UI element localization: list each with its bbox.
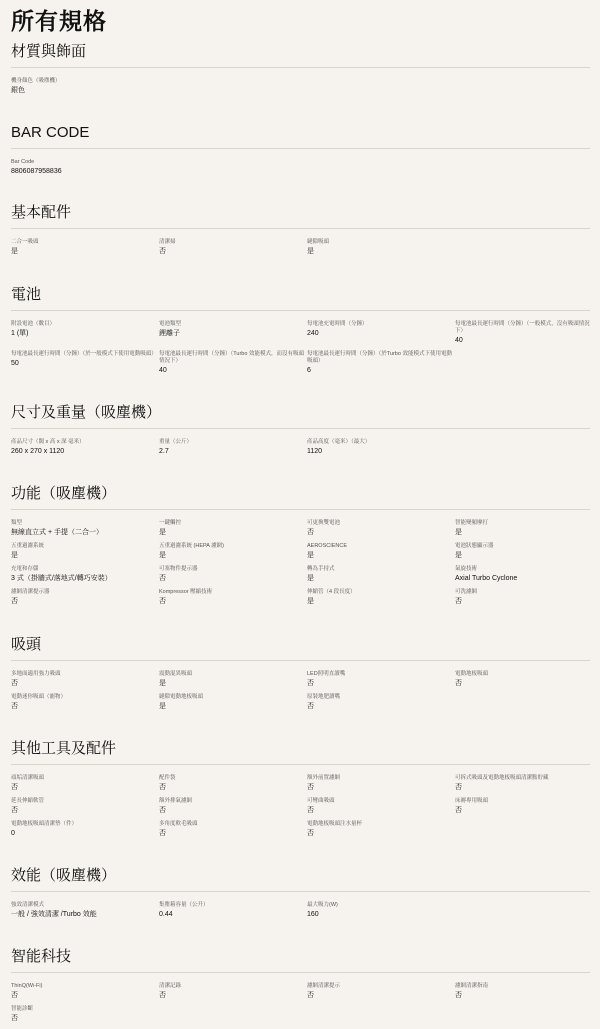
spec-value: 否 — [11, 807, 18, 814]
spec-grid — [11, 765, 590, 844]
spec-item — [159, 775, 307, 798]
spec-grid — [11, 229, 590, 262]
spec-item — [159, 589, 307, 612]
spec-item — [11, 694, 159, 717]
spec-value: 一般 / 強效清潔 /Turbo 效能 — [11, 911, 97, 918]
spec-label: 可洗濾網 — [455, 589, 478, 595]
spec-item — [159, 520, 307, 543]
spec-value: 是 — [11, 552, 18, 559]
spec-label: 電池狀態顯示器 — [455, 543, 494, 549]
spec-item — [455, 798, 590, 821]
spec-item — [307, 351, 455, 381]
spec-label: 可彎曲吸頭 — [307, 798, 335, 804]
spec-value: 否 — [159, 575, 166, 582]
spec-item — [455, 589, 590, 612]
spec-value: 否 — [455, 807, 462, 814]
spec-grid — [11, 661, 590, 717]
spec-item — [307, 520, 455, 543]
spec-label: 轉為手持式 — [307, 566, 335, 572]
spec-item — [11, 439, 159, 462]
spec-grid — [11, 429, 590, 462]
spec-item — [159, 351, 307, 381]
spec-item — [455, 983, 590, 1006]
spec-value: 0 — [11, 830, 15, 837]
spec-grid — [11, 311, 590, 381]
spec-item — [11, 798, 159, 821]
spec-grid — [11, 892, 590, 925]
spec-value: 否 — [11, 992, 18, 999]
spec-label: 機身顏色（吸塵機） — [11, 78, 61, 84]
spec-value: 50 — [11, 360, 19, 367]
spec-label: 多角度軟毛吸頭 — [159, 821, 198, 827]
spec-item — [307, 902, 455, 925]
spec-item — [11, 520, 159, 543]
spec-value: 否 — [307, 830, 314, 837]
spec-value: 1 (單) — [11, 330, 29, 337]
spec-label: 最大吸力(W) — [307, 902, 338, 908]
spec-label: 原裝地肥讀嘴 — [307, 694, 341, 700]
spec-label: 集塵箱容量（公升） — [159, 902, 209, 908]
section-title: 電池 — [11, 285, 590, 311]
spec-item — [455, 775, 590, 798]
spec-label: 額外前置濾網 — [307, 775, 341, 781]
spec-value: 否 — [11, 703, 18, 710]
spec-item — [11, 159, 159, 182]
spec-section — [11, 739, 590, 844]
spec-value: 無線直立式 + 手提（二合一） — [11, 529, 103, 536]
spec-label: 氣旋技術 — [455, 566, 478, 572]
spec-label: ThinQ(Wi-Fi) — [11, 983, 43, 989]
spec-value: 3 式（掛牆式/落地式/轉巧安裝） — [11, 575, 112, 582]
spec-value: 否 — [455, 992, 462, 999]
spec-item — [307, 694, 455, 717]
spec-item — [307, 439, 455, 462]
spec-label: 可拆式吸頭及電動地板吸頭清潔點貯藏 — [455, 775, 549, 781]
spec-label: 每電池最長運行時間（分鐘）（於Turbo 效能模式下使用電動吸頭） — [307, 351, 452, 364]
spec-value: 160 — [307, 911, 319, 918]
spec-label: Bar Code — [11, 159, 35, 165]
spec-item — [455, 321, 590, 351]
spec-item — [307, 671, 455, 694]
spec-value: 否 — [159, 248, 166, 255]
spec-value: 260 x 270 x 1120 — [11, 448, 65, 455]
spec-item — [11, 239, 159, 262]
spec-label: 二合一吸頭 — [11, 239, 39, 245]
spec-value: 是 — [159, 529, 166, 536]
spec-value: 否 — [307, 992, 314, 999]
spec-grid — [11, 973, 590, 1029]
spec-label: 充電和存儲 — [11, 566, 39, 572]
spec-value: 2.7 — [159, 448, 169, 455]
section-title: 功能（吸塵機） — [11, 484, 590, 510]
spec-value: 否 — [455, 680, 462, 687]
spec-section — [11, 403, 590, 462]
spec-section — [11, 42, 590, 101]
spec-value: 是 — [159, 552, 166, 559]
section-title: 其他工具及配件 — [11, 739, 590, 765]
spec-item — [159, 694, 307, 717]
spec-label: 延長伸縮軟管 — [11, 798, 45, 804]
section-title: 吸頭 — [11, 635, 590, 661]
spec-value: 是 — [159, 703, 166, 710]
spec-value: 是 — [455, 552, 462, 559]
spec-label: 縫隙吸頭 — [307, 239, 330, 245]
spec-item — [307, 321, 455, 351]
spec-item — [159, 439, 307, 462]
spec-section — [11, 635, 590, 717]
spec-label: 可更換雙電池 — [307, 520, 341, 526]
spec-item — [159, 798, 307, 821]
spec-label: 一鍵觸控 — [159, 520, 182, 526]
spec-value: 否 — [159, 807, 166, 814]
spec-label: 每電池最長運行時間（分鐘）（一般模式，沒有吸頭情況下） — [455, 321, 590, 334]
page-title: 所有規格 — [11, 8, 107, 34]
spec-item — [11, 543, 159, 566]
spec-label: 強效清潔模式 — [11, 902, 45, 908]
spec-value: 否 — [307, 784, 314, 791]
spec-value: 否 — [11, 598, 18, 605]
spec-value: 否 — [11, 1015, 18, 1022]
spec-value: 是 — [307, 248, 314, 255]
spec-item — [11, 983, 159, 1006]
spec-item — [159, 983, 307, 1006]
spec-item — [307, 239, 455, 262]
spec-value: 40 — [455, 337, 463, 344]
spec-item — [307, 543, 455, 566]
spec-label: 濾網清潔提示 — [307, 983, 341, 989]
spec-item — [455, 543, 590, 566]
spec-item — [307, 589, 455, 612]
spec-label: 五重過濾系統 (HEPA 濾網) — [159, 543, 224, 549]
spec-item — [455, 671, 590, 694]
spec-label: 濾網清潔指南 — [455, 983, 489, 989]
spec-value: 否 — [307, 807, 314, 814]
spec-label: 清潔掃 — [159, 239, 176, 245]
spec-sections — [11, 42, 590, 1029]
spec-label: 電動地板吸頭清潔墊（件） — [11, 821, 78, 827]
spec-label: 伸縮管（4 段長度） — [307, 589, 356, 595]
spec-label: 可塞物件提示器 — [159, 566, 198, 572]
spec-label: 附設電池（數目） — [11, 321, 56, 327]
spec-grid — [11, 149, 590, 182]
spec-label: 智能診斷 — [11, 1006, 34, 1012]
spec-label: 電動地板吸頭注水量杯 — [307, 821, 363, 827]
spec-value: 是 — [159, 680, 166, 687]
spec-item — [159, 239, 307, 262]
spec-label: 額外排氣濾網 — [159, 798, 193, 804]
spec-value: 是 — [455, 529, 462, 536]
spec-value: 1120 — [307, 448, 323, 455]
spec-item — [159, 671, 307, 694]
spec-label: 每電池最長運行時間（分鐘）（Turbo 效能模式，而沒有吸頭情況下） — [159, 351, 304, 364]
spec-value: 否 — [307, 680, 314, 687]
spec-label: 床褥專用吸頭 — [455, 798, 489, 804]
spec-label: 多地面適用強力吸頭 — [11, 671, 61, 677]
spec-item — [307, 821, 455, 844]
spec-value: Axial Turbo Cyclone — [455, 575, 518, 582]
spec-item — [11, 321, 159, 351]
section-title: 效能（吸塵機） — [11, 866, 590, 892]
spec-item — [11, 671, 159, 694]
spec-label: 清潔記錄 — [159, 983, 182, 989]
spec-label: 每電池最長運行時間（分鐘）（於一般模式下使用電動吸頭） — [11, 351, 157, 357]
spec-item — [455, 520, 590, 543]
section-title: 尺寸及重量（吸塵機） — [11, 403, 590, 429]
spec-grid — [11, 510, 590, 612]
spec-value: 否 — [307, 529, 314, 536]
spec-label: 五重過濾系統 — [11, 543, 45, 549]
spec-value: 銀色 — [11, 87, 25, 94]
spec-item — [159, 543, 307, 566]
spec-item — [11, 775, 159, 798]
spec-value: 0.44 — [159, 911, 173, 918]
spec-label: 智能變頻摩打 — [455, 520, 489, 526]
spec-item — [11, 902, 159, 925]
spec-value: 否 — [455, 784, 462, 791]
spec-label: 每電池充電時間（分鐘） — [307, 321, 368, 327]
spec-value: 是 — [307, 552, 314, 559]
spec-value: 否 — [11, 680, 18, 687]
spec-item — [159, 821, 307, 844]
section-title: 智能科技 — [11, 947, 590, 973]
spec-section — [11, 203, 590, 262]
spec-item — [11, 78, 159, 101]
spec-item — [11, 351, 159, 381]
spec-section — [11, 947, 590, 1029]
spec-value: 240 — [307, 330, 319, 337]
spec-label: 電動迷你吸頭（寵物） — [11, 694, 67, 700]
spec-value: 是 — [307, 575, 314, 582]
spec-section — [11, 123, 590, 182]
spec-label: 配件袋 — [159, 775, 176, 781]
spec-value: 40 — [159, 367, 167, 374]
spec-value: 否 — [11, 784, 18, 791]
spec-value: 否 — [455, 598, 462, 605]
spec-label: 濾網清潔提示器 — [11, 589, 50, 595]
spec-item — [307, 775, 455, 798]
spec-label: 震動混異吸頭 — [159, 671, 193, 677]
spec-item — [307, 798, 455, 821]
spec-label: 縫隙電動地板吸頭 — [159, 694, 204, 700]
spec-label: 產品尺寸（闊 x 高 x 深 毫米） — [11, 439, 85, 445]
spec-value: 8806087958836 — [11, 168, 62, 175]
spec-item — [307, 566, 455, 589]
spec-value: 是 — [11, 248, 18, 255]
spec-label: 產品高度（毫米）（最大） — [307, 439, 371, 445]
spec-value: 否 — [307, 703, 314, 710]
spec-value: 是 — [307, 598, 314, 605]
spec-value: 鋰離子 — [159, 330, 180, 337]
section-title: 材質與飾面 — [11, 42, 590, 68]
spec-label: 電池類型 — [159, 321, 182, 327]
spec-item — [11, 1006, 159, 1029]
spec-item — [11, 821, 159, 844]
spec-label: AEROSCIENCE — [307, 543, 348, 549]
spec-item — [307, 983, 455, 1006]
spec-value: 否 — [159, 784, 166, 791]
spec-item — [11, 566, 159, 589]
spec-section — [11, 285, 590, 381]
spec-label: 類型 — [11, 520, 23, 526]
spec-section — [11, 484, 590, 612]
spec-label: LED照明直讀嘴 — [307, 671, 346, 677]
spec-item — [455, 566, 590, 589]
spec-item — [11, 589, 159, 612]
spec-value: 否 — [159, 598, 166, 605]
section-title: 基本配件 — [11, 203, 590, 229]
spec-label: 電動地板吸頭 — [455, 671, 489, 677]
spec-item — [159, 321, 307, 351]
spec-grid — [11, 68, 590, 101]
section-title: BAR CODE — [11, 123, 590, 149]
spec-value: 否 — [159, 992, 166, 999]
spec-item — [159, 902, 307, 925]
spec-section — [11, 866, 590, 925]
spec-label: 重量（公斤） — [159, 439, 193, 445]
spec-label: 頑垢清潔吸頭 — [11, 775, 45, 781]
spec-item — [159, 566, 307, 589]
spec-label: Kompressor 壓縮技術 — [159, 589, 213, 595]
spec-value: 6 — [307, 367, 311, 374]
spec-value: 否 — [159, 830, 166, 837]
